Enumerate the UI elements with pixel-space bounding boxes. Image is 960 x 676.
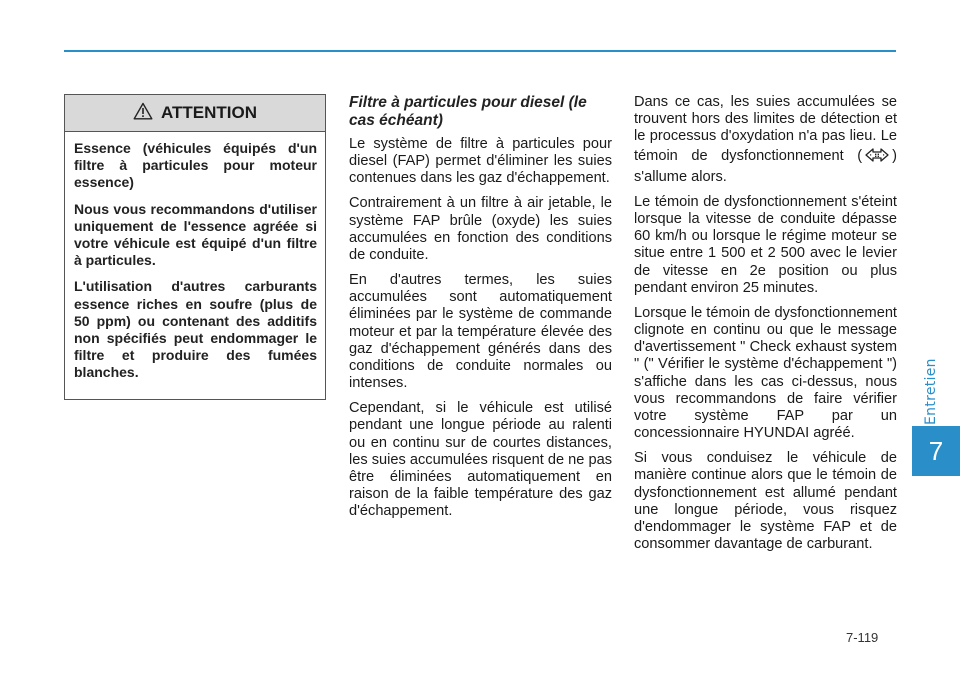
body-paragraph: En d'autres termes, les suies accumulées sont automatiquement éliminées par le système de commande moteur et par la température élevée des gaz d'échappement générés dans des conditions de conduite normales ou intenses. xyxy=(349,272,612,392)
attention-body xyxy=(65,132,325,382)
page-number: 7-119 xyxy=(846,630,879,645)
body-paragraph xyxy=(634,94,897,186)
section-title: Filtre à particules pour diesel (le cas échéant) xyxy=(349,94,587,129)
attention-header xyxy=(65,95,325,132)
warning-triangle-icon xyxy=(133,102,153,125)
attention-title: ATTENTION xyxy=(160,103,257,122)
middle-column xyxy=(349,94,612,528)
attention-paragraph: Essence (véhicules équipés d'un filtre à particules pour moteur essence) xyxy=(74,140,317,191)
chapter-label: Entretien xyxy=(923,358,939,426)
body-paragraph: Si vous conduisez le véhicule de manière continue alors que le témoin de dysfonctionnement est allumé pendant une longue période, vous risquez d'endommager le système FAP et de consommer davantage de carburant. xyxy=(634,450,897,553)
attention-paragraph: Nous vous recommandons d'utiliser uniquement de l'essence agréée si votre véhicule est équipé d'un filtre à particules. xyxy=(74,200,317,269)
body-paragraph: Le témoin de dysfonctionnement s'éteint lorsque la vitesse de conduite dépasse 60 km/h ou lorsque le régime moteur se situe entre 1 500 et 2 500 avec le levier de vitesse en 2e position ou plus pendant environ 25 minutes. xyxy=(634,193,897,296)
body-paragraph: Contrairement à un filtre à air jetable, le système FAP brûle (oxyde) les suies accumulées en fonction des conditions de conduite. xyxy=(349,195,612,264)
body-paragraph: Le système de filtre à particules pour diesel (FAP) permet d'éliminer les suies contenues dans les gaz d'échappement. xyxy=(349,136,612,187)
right-column xyxy=(634,94,897,561)
paragraph-text-end: ) s'allume alors. xyxy=(634,147,897,185)
attention-paragraph: L'utilisation d'autres carburants essence riches en soufre (plus de 50 ppm) ou contenant des additifs non spécifiés peut endommager le filtre et produire des fumées blanches. xyxy=(74,278,317,381)
chapter-tab[interactable]: 7 xyxy=(912,426,960,476)
body-paragraph: Cependant, si le véhicule est utilisé pendant une longue période au ralenti ou en continu sur de courtes distances, les suies accumulées risquent de ne pas être éliminées automatiquement en raison de la faible température des gaz d'échappement. xyxy=(349,400,612,520)
attention-box xyxy=(64,94,326,400)
body-paragraph: Lorsque le témoin de dysfonctionnement clignote en continu ou que le message d'avertissement " Check exhaust system " (" Vérifier le système d'échappement ") s'affiche dans les cas ci-dessus, nous vous recommandons de faire vérifier votre système FAP par un concessionnaire HYUNDAI agréé. xyxy=(634,304,897,442)
dpf-warning-icon xyxy=(862,146,892,169)
paragraph-text-start: Dans ce cas, les suies accumulées se trouvent hors des limites de détection et le processus d'oxydation n'a pas lieu. Le témoin de dysfonctionnement ( xyxy=(634,94,897,164)
header-rule xyxy=(64,50,896,52)
